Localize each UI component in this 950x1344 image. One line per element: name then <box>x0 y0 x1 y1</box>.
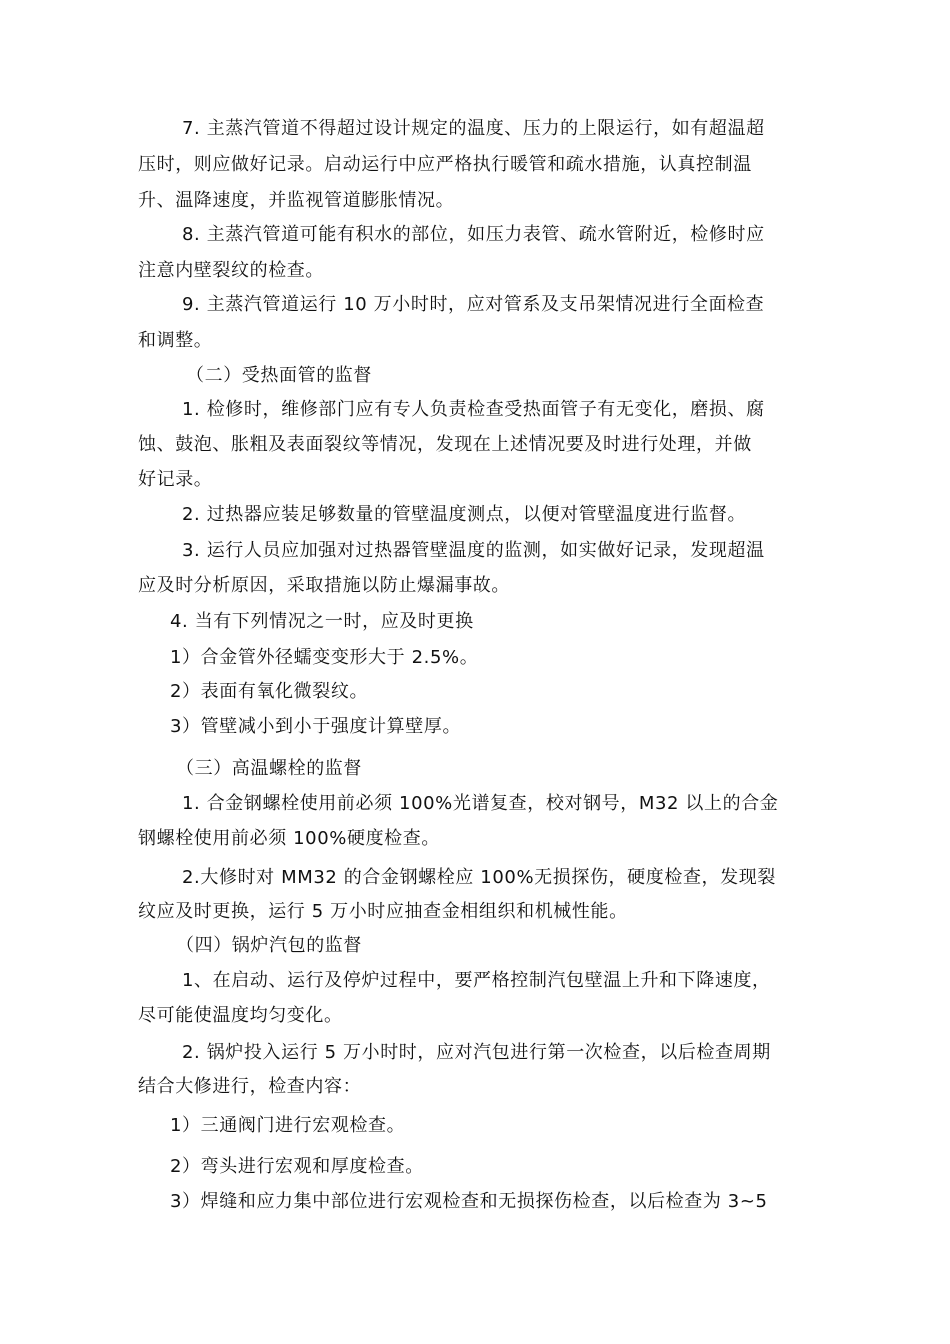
paragraph-line: 压时，则应做好记录。启动运行中应严格执行暖管和疏水措施，认真控制温 <box>138 154 752 175</box>
list-item: 2）表面有氧化微裂纹。 <box>170 681 369 702</box>
paragraph-line: 7. 主蒸汽管道不得超过设计规定的温度、压力的上限运行，如有超温超 <box>182 118 765 139</box>
paragraph-line: 1、在启动、运行及停炉过程中，要严格控制汽包壁温上升和下降速度， <box>182 970 771 991</box>
paragraph-line: 好记录。 <box>138 469 213 490</box>
list-item: 3）焊缝和应力集中部位进行宏观检查和无损探伤检查，以后检查为 3~5 <box>170 1191 768 1212</box>
paragraph-line: 蚀、鼓泡、胀粗及表面裂纹等情况，发现在上述情况要及时进行处理，并做 <box>138 434 752 455</box>
paragraph-line: 升、温降速度，并监视管道膨胀情况。 <box>138 190 455 211</box>
paragraph-line: 3. 运行人员应加强对过热器管壁温度的监测，如实做好记录，发现超温 <box>182 540 765 561</box>
paragraph-line: 9. 主蒸汽管道运行 10 万小时时，应对管系及支吊架情况进行全面检查 <box>182 294 765 315</box>
paragraph-line: 应及时分析原因，采取措施以防止爆漏事故。 <box>138 575 510 596</box>
paragraph-line: 纹应及时更换，运行 5 万小时应抽查金相组织和机械性能。 <box>138 901 628 922</box>
paragraph-line: 2. 锅炉投入运行 5 万小时时，应对汽包进行第一次检查，以后检查周期 <box>182 1042 771 1063</box>
list-item: 1）三通阀门进行宏观检查。 <box>170 1115 406 1136</box>
paragraph-line: 结合大修进行，检查内容： <box>138 1076 362 1097</box>
paragraph-line: 注意内壁裂纹的检查。 <box>138 260 324 281</box>
list-item: 3）管壁减小到小于强度计算壁厚。 <box>170 716 462 737</box>
paragraph-line: 2. 过热器应装足够数量的管壁温度测点，以便对管壁温度进行监督。 <box>182 504 747 525</box>
paragraph-line: 尽可能使温度均匀变化。 <box>138 1005 343 1026</box>
paragraph-line: 2.大修时对 MM32 的合金钢螺栓应 100%无损探伤，硬度检查，发现裂 <box>182 867 776 888</box>
section-heading: （二）受热面管的监督 <box>186 365 372 386</box>
section-heading: （三）高温螺栓的监督 <box>176 758 362 779</box>
paragraph-line: 1. 合金钢螺栓使用前必须 100%光谱复查，校对钢号，M32 以上的合金 <box>182 793 779 814</box>
list-item: 2）弯头进行宏观和厚度检查。 <box>170 1156 424 1177</box>
section-heading: （四）锅炉汽包的监督 <box>176 935 362 956</box>
list-item: 1）合金管外径蠕变变形大于 2.5%。 <box>170 647 479 668</box>
paragraph-line: 4. 当有下列情况之一时，应及时更换 <box>170 611 474 632</box>
paragraph-line: 8. 主蒸汽管道可能有积水的部位，如压力表管、疏水管附近，检修时应 <box>182 224 765 245</box>
paragraph-line: 1. 检修时，维修部门应有专人负责检查受热面管子有无变化，磨损、腐 <box>182 399 765 420</box>
paragraph-line: 钢螺栓使用前必须 100%硬度检查。 <box>138 828 440 849</box>
paragraph-line: 和调整。 <box>138 330 213 351</box>
